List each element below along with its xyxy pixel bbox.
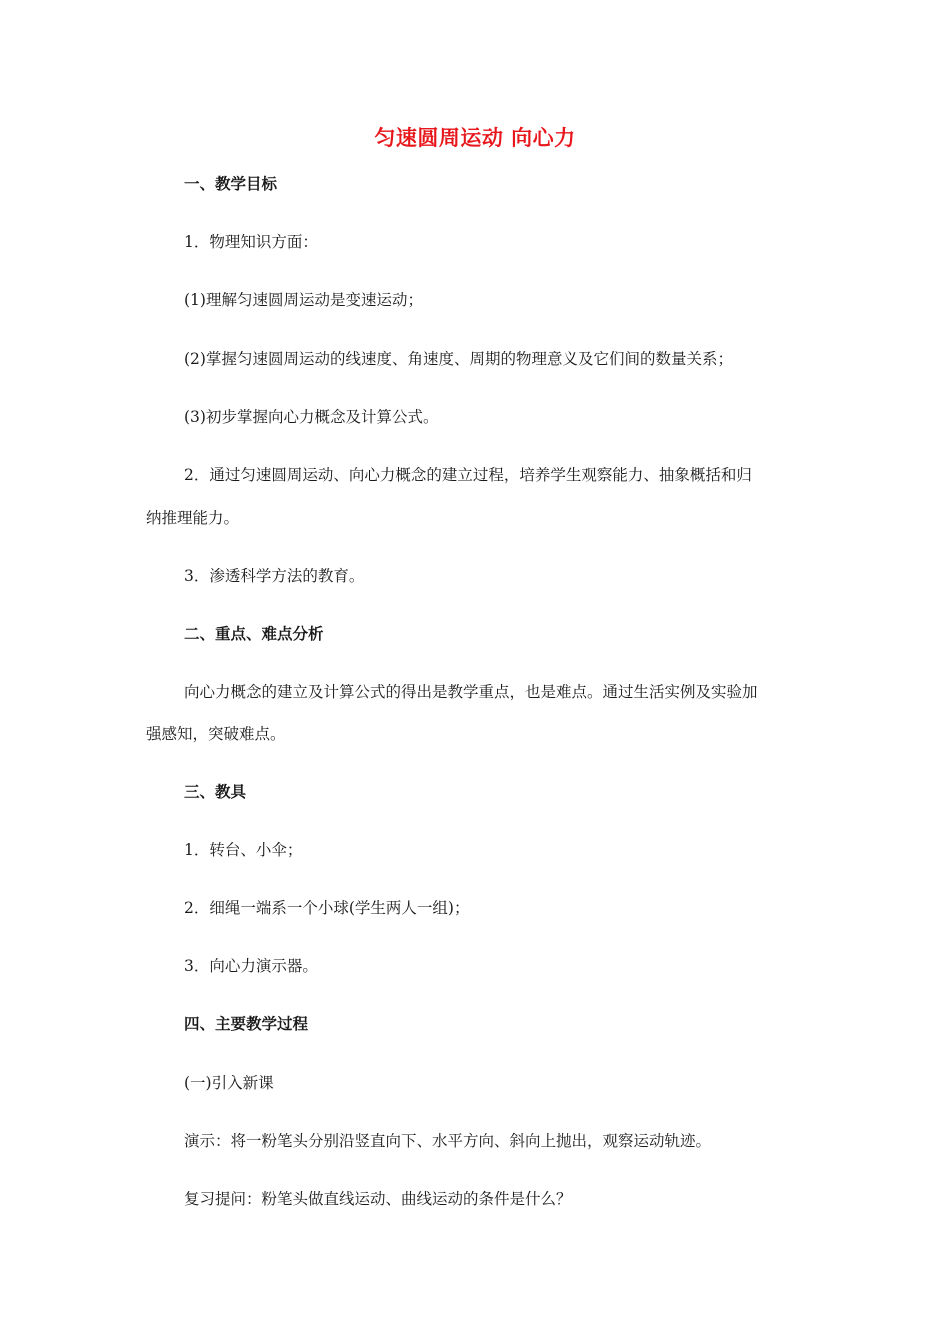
process-review-question: 复习提问：粉笔头做直线运动、曲线运动的条件是什么？ xyxy=(184,1190,572,1208)
document-title: 匀速圆周运动 向心力 xyxy=(374,126,576,150)
objective-item-1b: (2)掌握匀速圆周运动的线速度、角速度、周期的物理意义及它们间的数量关系； xyxy=(184,350,733,368)
objective-item-2-line2: 纳推理能力。 xyxy=(146,509,240,527)
process-demo: 演示：将一粉笔头分别沿竖直向下、水平方向、斜向上抛出，观察运动轨迹。 xyxy=(184,1132,712,1150)
teaching-aid-item-1: 1．转台、小伞； xyxy=(184,841,303,859)
teaching-aid-item-2: 2．细绳一端系一个小球(学生两人一组)； xyxy=(184,899,470,917)
objective-item-2-line1: 2．通过匀速圆周运动、向心力概念的建立过程，培养学生观察能力、抽象概括和归 xyxy=(184,466,752,484)
key-points-para-line1: 向心力概念的建立及计算公式的得出是教学重点，也是难点。通过生活实例及实验加 xyxy=(184,683,758,701)
teaching-aid-item-3: 3．向心力演示器。 xyxy=(184,957,318,975)
objective-item-1c: (3)初步掌握向心力概念及计算公式。 xyxy=(184,408,439,426)
objective-item-1a: (1)理解匀速圆周运动是变速运动； xyxy=(184,291,423,309)
key-points-para-line2: 强感知，突破难点。 xyxy=(146,725,286,743)
section-heading-objectives: 一、教学目标 xyxy=(184,175,278,193)
section-heading-key-points: 二、重点、难点分析 xyxy=(184,625,324,643)
objective-item-1: 1．物理知识方面： xyxy=(184,233,318,251)
section-heading-teaching-aids: 三、教具 xyxy=(184,783,247,801)
objective-item-3: 3．渗透科学方法的教育。 xyxy=(184,567,365,585)
process-subheading-intro: (一)引入新课 xyxy=(184,1074,274,1092)
section-heading-process: 四、主要教学过程 xyxy=(184,1015,309,1033)
